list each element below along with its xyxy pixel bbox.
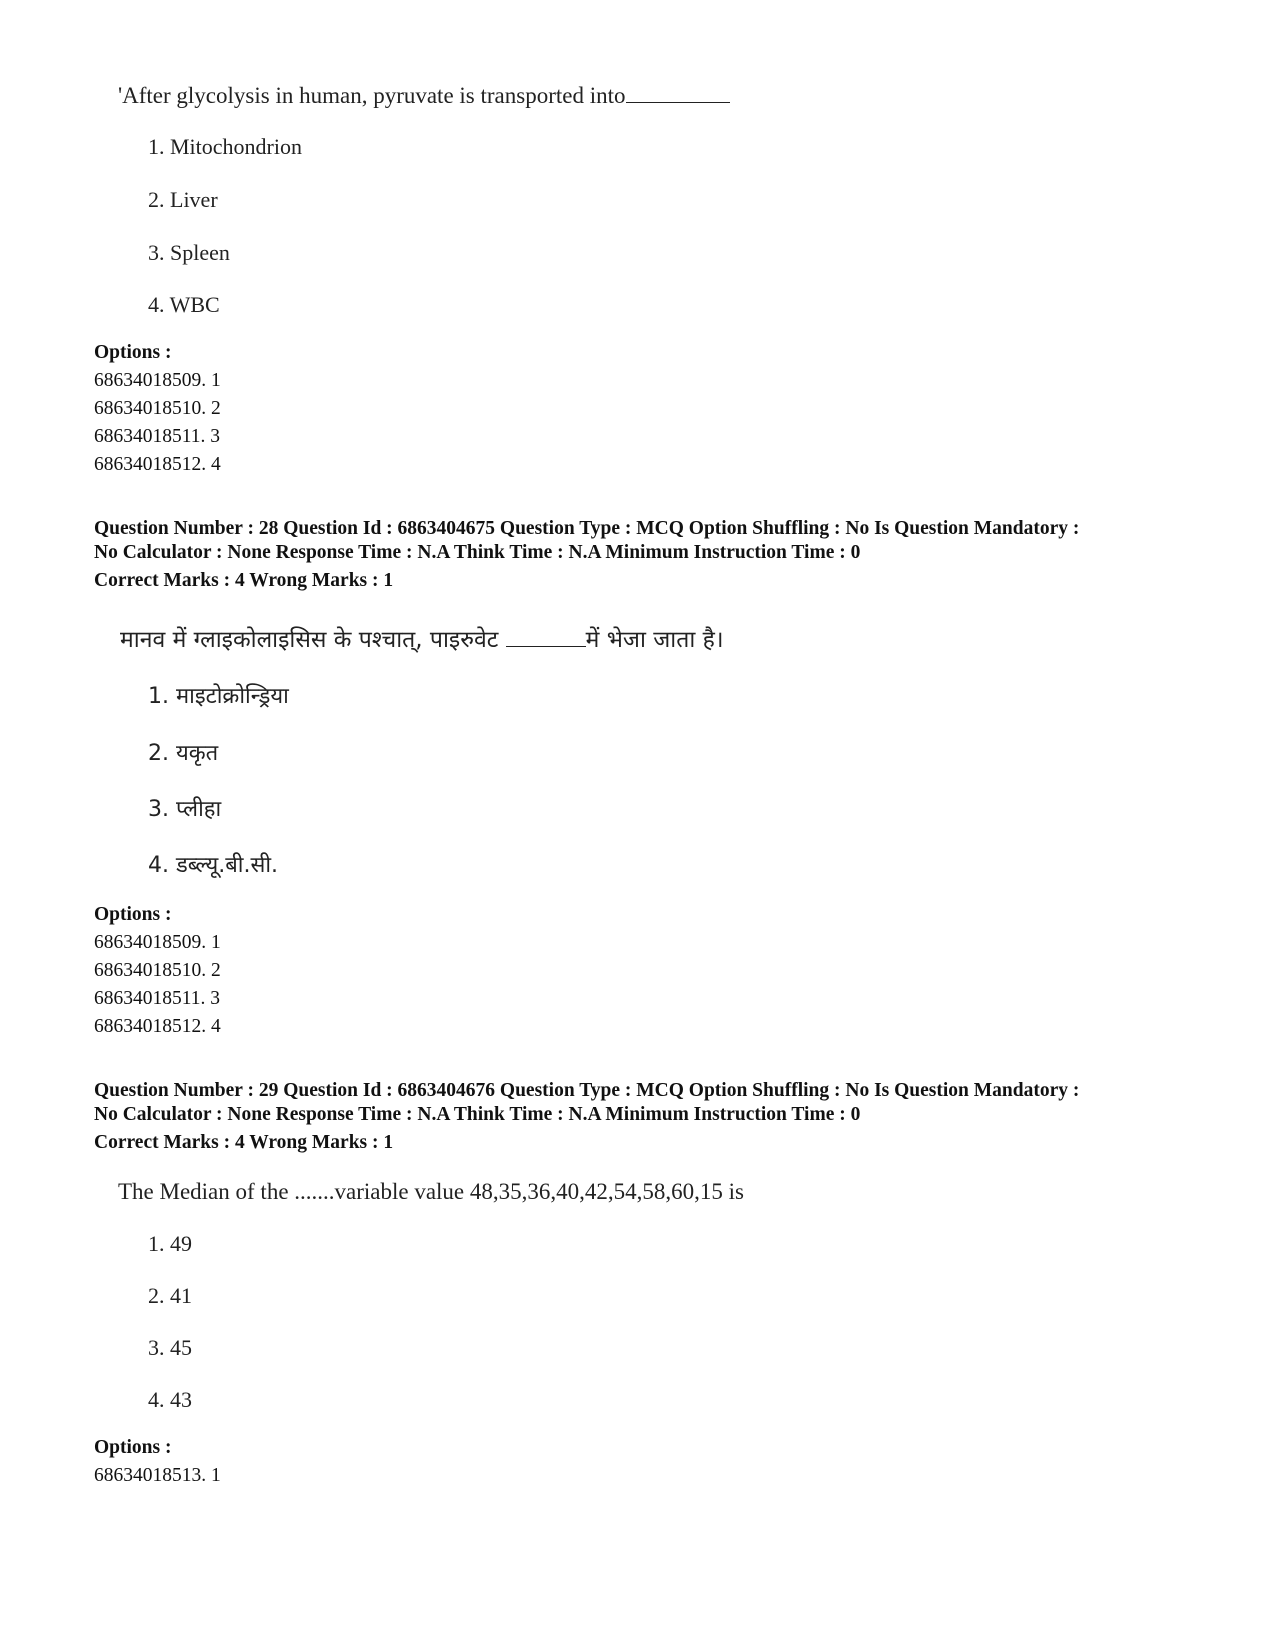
question-28-choice-4: 4. डब्ल्यू.बी.सी.: [148, 853, 279, 878]
question-28-meta-line-1: Question Number : 28 Question Id : 6863404675 Question Type : MCQ Option Shuffling : No Is Question Mandatory :: [94, 518, 1080, 539]
question-29-text: The Median of the .......variable value 48,35,36,40,42,54,58,60,15 is: [118, 1179, 744, 1204]
question-29-choice-2: 2. 41: [148, 1283, 192, 1308]
question-28-option-id-3: 68634018511. 3: [94, 988, 221, 1009]
question-29-choice-4: 4. 43: [148, 1387, 192, 1412]
question-29-meta-line-2: No Calculator : None Response Time : N.A Think Time : N.A Minimum Instruction Time : 0: [94, 1104, 861, 1125]
question-27-choice-2: 2. Liver: [148, 187, 218, 212]
question-28-meta-line-2: No Calculator : None Response Time : N.A Think Time : N.A Minimum Instruction Time : 0: [94, 542, 861, 563]
question-28-option-id-4: 68634018512. 4: [94, 1016, 221, 1037]
question-29-options-label: Options :: [94, 1437, 172, 1458]
question-28-choice-3: 3. प्लीहा: [148, 797, 222, 822]
question-28-text: मानव में ग्लाइकोलाइसिस के पश्चात्, पाइरुवेट में भेजा जाता है।: [120, 627, 724, 653]
question-27-option-id-4: 68634018512. 4: [94, 454, 221, 475]
question-27-option-id-2: 68634018510. 2: [94, 398, 221, 419]
question-29-choice-3: 3. 45: [148, 1335, 192, 1360]
question-27-text: 'After glycolysis in human, pyruvate is transported into: [118, 82, 730, 109]
question-27-options-label: Options :: [94, 342, 172, 363]
question-29-meta-line-1: Question Number : 29 Question Id : 6863404676 Question Type : MCQ Option Shuffling : No Is Question Mandatory :: [94, 1080, 1080, 1101]
question-28-option-id-1: 68634018509. 1: [94, 932, 221, 953]
question-29-choice-1: 1. 49: [148, 1231, 192, 1256]
question-27-choice-4: 4. WBC: [148, 292, 220, 317]
question-27-choice-3: 3. Spleen: [148, 240, 230, 265]
question-28-choice-2: 2. यकृत: [148, 741, 219, 766]
question-28-choice-1: 1. माइटोक्रोन्ड्रिया: [148, 684, 289, 709]
question-29-marks: Correct Marks : 4 Wrong Marks : 1: [94, 1132, 394, 1153]
answer-blank: [626, 82, 730, 103]
question-27-choice-1: 1. Mitochondrion: [148, 134, 302, 159]
answer-blank: [506, 626, 586, 647]
question-28-option-id-2: 68634018510. 2: [94, 960, 221, 981]
question-28-options-label: Options :: [94, 904, 172, 925]
question-27-option-id-1: 68634018509. 1: [94, 370, 221, 391]
question-28-marks: Correct Marks : 4 Wrong Marks : 1: [94, 570, 394, 591]
question-27-option-id-3: 68634018511. 3: [94, 426, 221, 447]
question-29-option-id-1: 68634018513. 1: [94, 1465, 221, 1486]
